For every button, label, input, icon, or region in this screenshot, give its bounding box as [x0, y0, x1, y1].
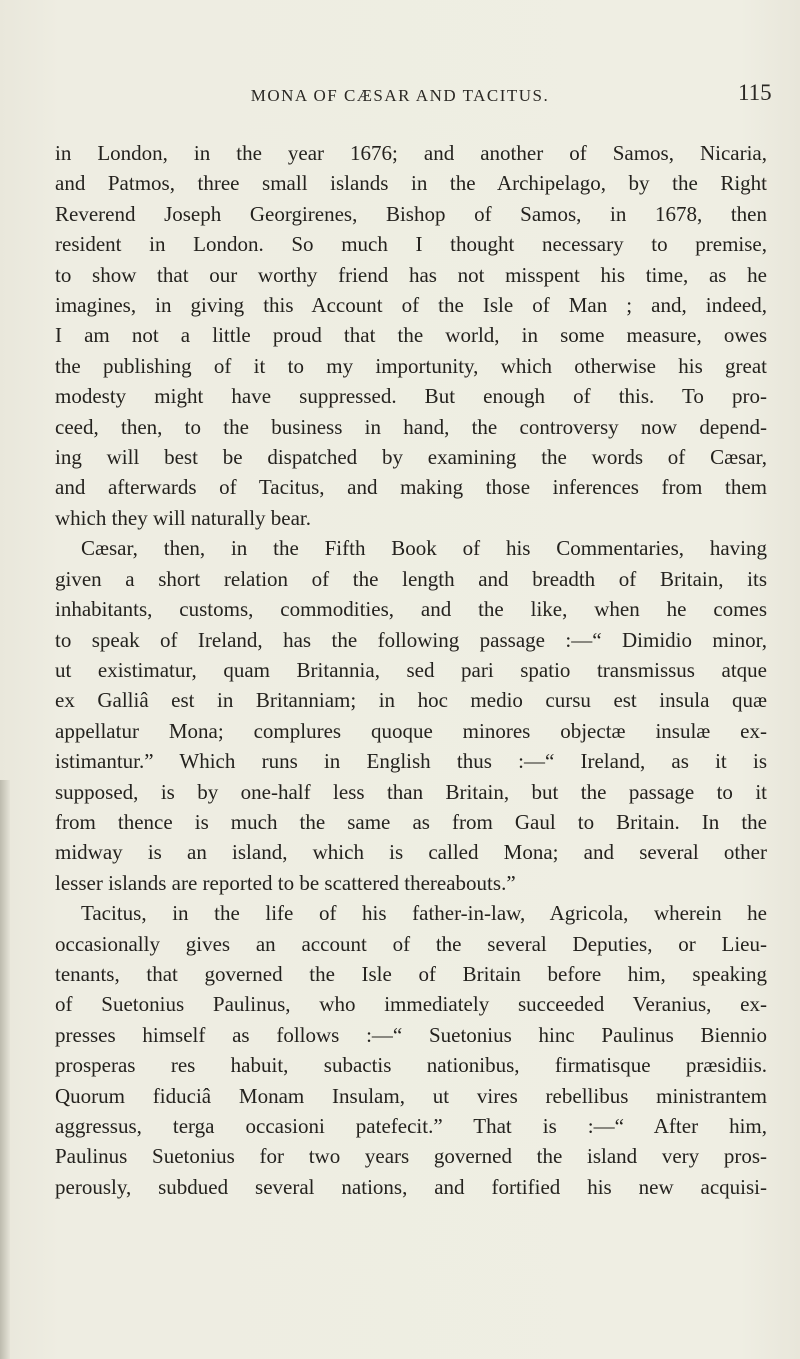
text-line: modesty might have suppressed. But enough of this. To pro-	[55, 384, 767, 409]
text-line: ut existimatur, quam Britannia, sed pari spatio transmissus atque	[55, 657, 767, 682]
text-line: presses himself as follows :—“ Suetonius hinc Paulinus Biennio	[55, 1022, 767, 1047]
text-line: given a short relation of the length and breadth of Britain, its	[55, 566, 767, 591]
text-line: supposed, is by one-half less than Britain, but the passage to it	[55, 779, 767, 804]
page-gutter-shadow	[0, 780, 10, 1359]
text-line: aggressus, terga occasioni patefecit.” That is :—“ After him,	[55, 1114, 767, 1138]
text-line: Paulinus Suetonius for two years governed the island very pros-	[55, 1144, 767, 1169]
text-line: to show that our worthy friend has not misspent his time, as he	[55, 262, 767, 287]
text-line: of Suetonius Paulinus, who immediately succeeded Veranius, ex-	[55, 992, 767, 1017]
running-head: MONA OF CÆSAR AND TACITUS.	[250, 86, 550, 105]
text-line: istimantur.” Which runs in English thus :—“ Ireland, as it is	[55, 749, 767, 774]
text-line: which they will naturally bear.	[55, 505, 312, 530]
text-line: imagines, in giving this Account of the Isle of Man ; and, indeed,	[55, 293, 767, 318]
paragraph-start-line: Tacitus, in the life of his father-in-law, Agricola, wherein he	[81, 901, 767, 926]
text-line: in London, in the year 1676; and another of Samos, Nicaria,	[55, 141, 767, 165]
paragraph-start-line: Cæsar, then, in the Fifth Book of his Commentaries, having	[81, 536, 767, 561]
text-line: inhabitants, customs, commodities, and the like, when he comes	[55, 597, 767, 622]
text-line: from thence is much the same as from Gaul to Britain. In the	[55, 809, 767, 834]
text-line: prosperas res habuit, subactis nationibus, firmatisque præsidiis.	[55, 1053, 767, 1078]
text-line: ex Galliâ est in Britanniam; in hoc medio cursu est insula quæ	[55, 688, 767, 713]
page-number: 115	[738, 80, 772, 105]
text-line: ing will best be dispatched by examining the words of Cæsar,	[55, 445, 767, 470]
text-line: Reverend Joseph Georgirenes, Bishop of Samos, in 1678, then	[55, 201, 767, 226]
body-text	[55, 138, 767, 1202]
text-line: midway is an island, which is called Mona; and several other	[55, 840, 767, 865]
text-line: appellatur Mona; complures quoque minores objectæ insulæ ex-	[55, 718, 767, 743]
text-line: resident in London. So much I thought necessary to premise,	[55, 232, 767, 257]
text-line: tenants, that governed the Isle of Britain before him, speaking	[55, 961, 767, 986]
text-line: I am not a little proud that the world, in some measure, owes	[55, 323, 767, 348]
text-line: to speak of Ireland, has the following passage :—“ Dimidio minor,	[55, 627, 767, 652]
text-line: perously, subdued several nations, and fortified his new acquisi-	[55, 1174, 767, 1199]
text-line: Quorum fiduciâ Monam Insulam, ut vires rebellibus ministrantem	[55, 1083, 767, 1108]
text-line: and afterwards of Tacitus, and making those inferences from them	[55, 475, 767, 500]
text-line: ceed, then, to the business in hand, the controversy now depend-	[55, 414, 767, 439]
text-line: and Patmos, three small islands in the Archipelago, by the Right	[55, 171, 767, 196]
text-line: the publishing of it to my importunity, which otherwise his great	[55, 353, 767, 378]
text-line: lesser islands are reported to be scattered thereabouts.”	[55, 870, 516, 895]
text-line: occasionally gives an account of the several Deputies, or Lieu-	[55, 931, 767, 956]
